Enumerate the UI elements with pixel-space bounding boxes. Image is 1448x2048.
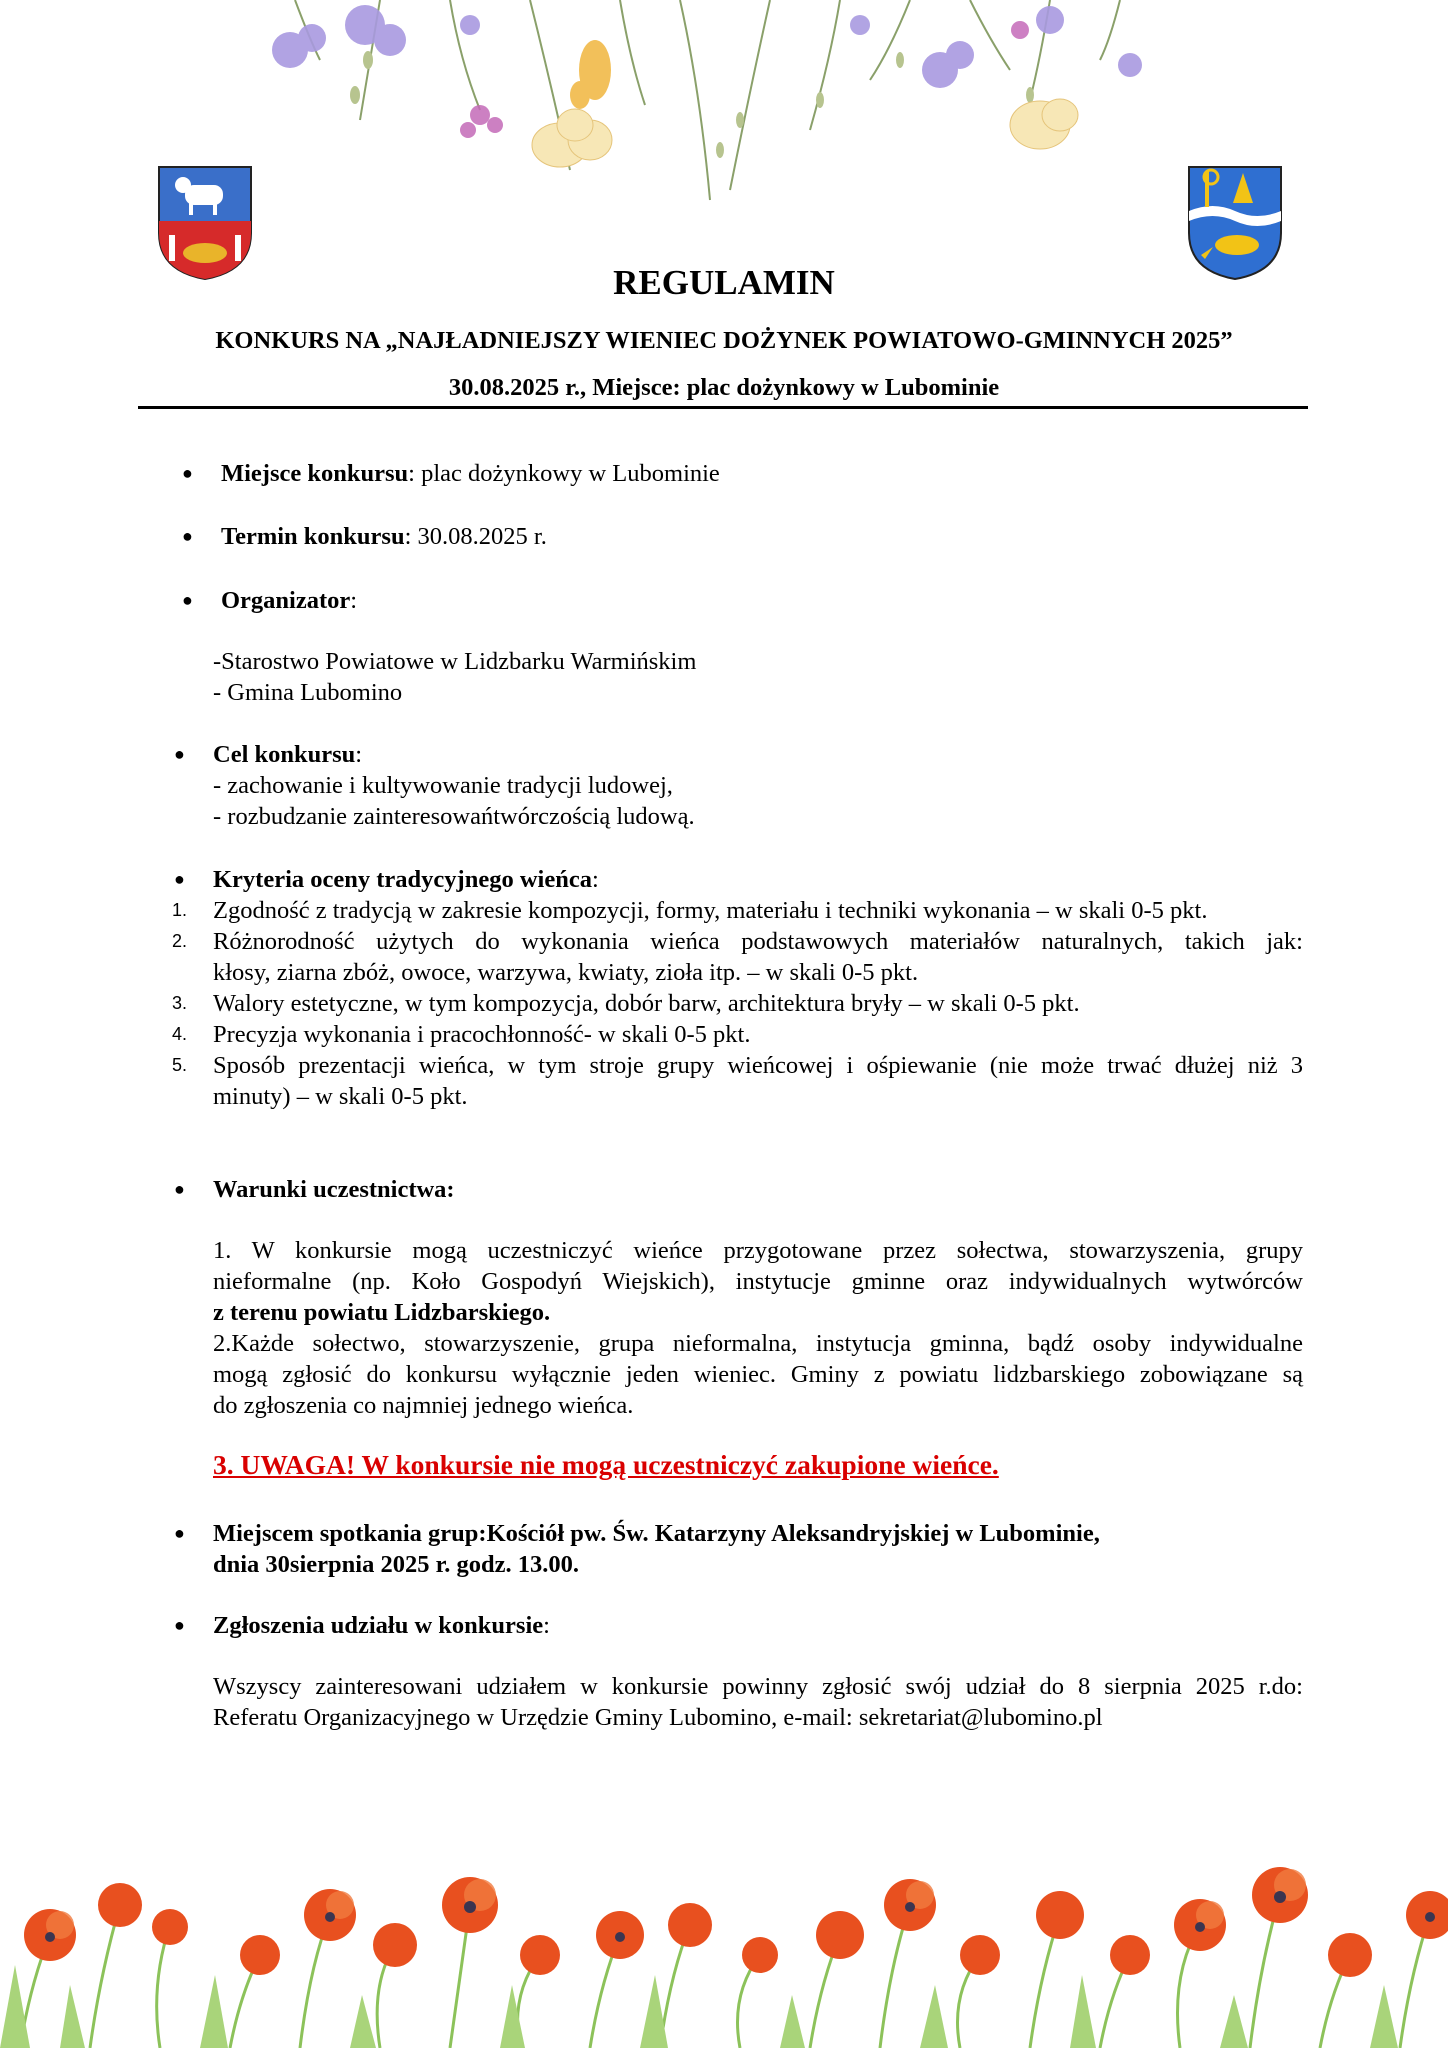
organizer-line: -Starostwo Powiatowe w Lidzbarku Warmińskim xyxy=(213,648,697,675)
organizer-line: - Gmina Lubomino xyxy=(213,679,403,706)
wildflowers-decoration xyxy=(250,0,1190,215)
warning-notice: 3. UWAGA! W konkursie nie mogą uczestniczyć zakupione wieńce. xyxy=(213,1449,999,1480)
registration-text: Referatu Organizacyjnego w Urzędzie Gminy Lubomino, e-mail: sekretariat@lubomino.pl xyxy=(213,1704,1103,1731)
criteria-number: 1. xyxy=(172,900,188,920)
bullet-icon: ● xyxy=(174,1523,185,1543)
criteria-text: kłosy, ziarna zbóż, owoce, warzywa, kwiaty, zioła itp. – w skali 0-5 pkt. xyxy=(213,959,919,986)
term-value: : 30.08.2025 r. xyxy=(404,523,547,550)
bullet-icon: ● xyxy=(174,744,185,764)
criteria-item: Kryteria oceny tradycyjnego wieńca: xyxy=(213,866,599,893)
criteria-number: 3. xyxy=(172,993,188,1013)
date-place-line: 30.08.2025 r., Miejsce: plac dożynkowy w Lubominie xyxy=(448,374,1000,401)
bullet-icon: ● xyxy=(174,1615,185,1635)
criteria-text: Walory estetyczne, w tym kompozycja, dobór barw, architektura bryły – w skali 0-5 pkt. xyxy=(213,990,1080,1017)
criteria-text: Różnorodność użytych do wykonania wieńca podstawowych materiałów naturalnych, takich jak: xyxy=(213,928,1303,955)
bullet-icon: ● xyxy=(174,869,185,889)
conditions-paragraph-2: 2.Każde sołectwo, stowarzyszenie, grupa nieformalna, instytucja gminna, bądź osoby indywidualne xyxy=(213,1330,1303,1357)
criteria-label: Kryteria oceny tradycyjnego wieńca xyxy=(213,866,592,893)
contest-subtitle: KONKURS NA „NAJŁADNIEJSZY WIENIEC DOŻYNEK POWIATOWO-GMINNYCH 2025” xyxy=(215,327,1233,354)
criteria-number: 5. xyxy=(172,1055,188,1075)
goal-item: Cel konkursu: xyxy=(213,741,363,768)
criteria-text: Zgodność z tradycją w zakresie kompozycji, formy, materiału i techniki wykonania – w skali 0-5 pkt. xyxy=(213,897,1208,924)
organizer-item: Organizator: xyxy=(221,587,358,614)
goal-label: Cel konkursu xyxy=(213,741,356,768)
criteria-text: Sposób prezentacji wieńca, w tym stroje grupy wieńcowej i ośpiewanie (nie może trwać dłużej niż 3 xyxy=(213,1052,1303,1079)
conditions-paragraph-2: mogą zgłosić do konkursu wyłącznie jeden wieniec. Gminy z powiatu lidzbarskiego zobowiązane są xyxy=(213,1361,1303,1388)
goal-line: - rozbudzanie zainteresowańtwórczością ludową. xyxy=(213,803,695,830)
term-item xyxy=(221,521,547,552)
conditions-paragraph-1: nieformalne (np. Koło Gospodyń Wiejskich), instytucje gminne oraz indywidualnych wytwórców xyxy=(213,1268,1303,1295)
bullet-icon: ● xyxy=(182,463,193,483)
criteria-text: Precyzja wykonania i pracochłonność- w skali 0-5 pkt. xyxy=(213,1021,751,1048)
conditions-paragraph-2: do zgłoszenia co najmniej jednego wieńca. xyxy=(213,1392,634,1419)
place-value: : plac dożynkowy w Lubominie xyxy=(408,460,720,487)
conditions-label: Warunki uczestnictwa: xyxy=(213,1176,455,1203)
conditions-region: z terenu powiatu Lidzbarskiego. xyxy=(213,1299,551,1326)
conditions-paragraph-1: 1. W konkursie mogą uczestniczyć wieńce przygotowane przez sołectwa, stowarzyszenia, grupy xyxy=(213,1237,1303,1264)
criteria-number: 4. xyxy=(172,1024,188,1044)
bullet-icon: ● xyxy=(182,590,193,610)
header-divider xyxy=(138,406,1308,409)
criteria-number: 2. xyxy=(172,931,188,951)
place-label: Miejsce konkursu xyxy=(221,460,409,487)
organizer-label: Organizator xyxy=(221,587,351,614)
page-title: REGULAMIN xyxy=(613,263,835,302)
registration-text: Wszyscy zainteresowani udziałem w konkursie powinny zgłosić swój udział do 8 sierpnia 2025 r.do: xyxy=(213,1673,1303,1700)
place-item xyxy=(221,458,720,489)
registration-item: Zgłoszenia udziału w konkursie: xyxy=(213,1612,550,1639)
bullet-icon: ● xyxy=(182,526,193,546)
meeting-line: Miejscem spotkania grup:Kościół pw. Św. Katarzyny Aleksandryjskiej w Lubominie, xyxy=(213,1520,1100,1547)
meeting-date: dnia 30sierpnia 2025 r. godz. 13.00. xyxy=(213,1551,579,1578)
registration-label: Zgłoszenia udziału w konkursie xyxy=(213,1612,544,1639)
term-label: Termin konkursu xyxy=(221,523,405,550)
goal-line: - zachowanie i kultywowanie tradycji ludowej, xyxy=(213,772,673,799)
poppies-decoration xyxy=(0,1845,1448,2048)
criteria-text: minuty) – w skali 0-5 pkt. xyxy=(213,1083,468,1110)
bullet-icon: ● xyxy=(174,1179,185,1199)
